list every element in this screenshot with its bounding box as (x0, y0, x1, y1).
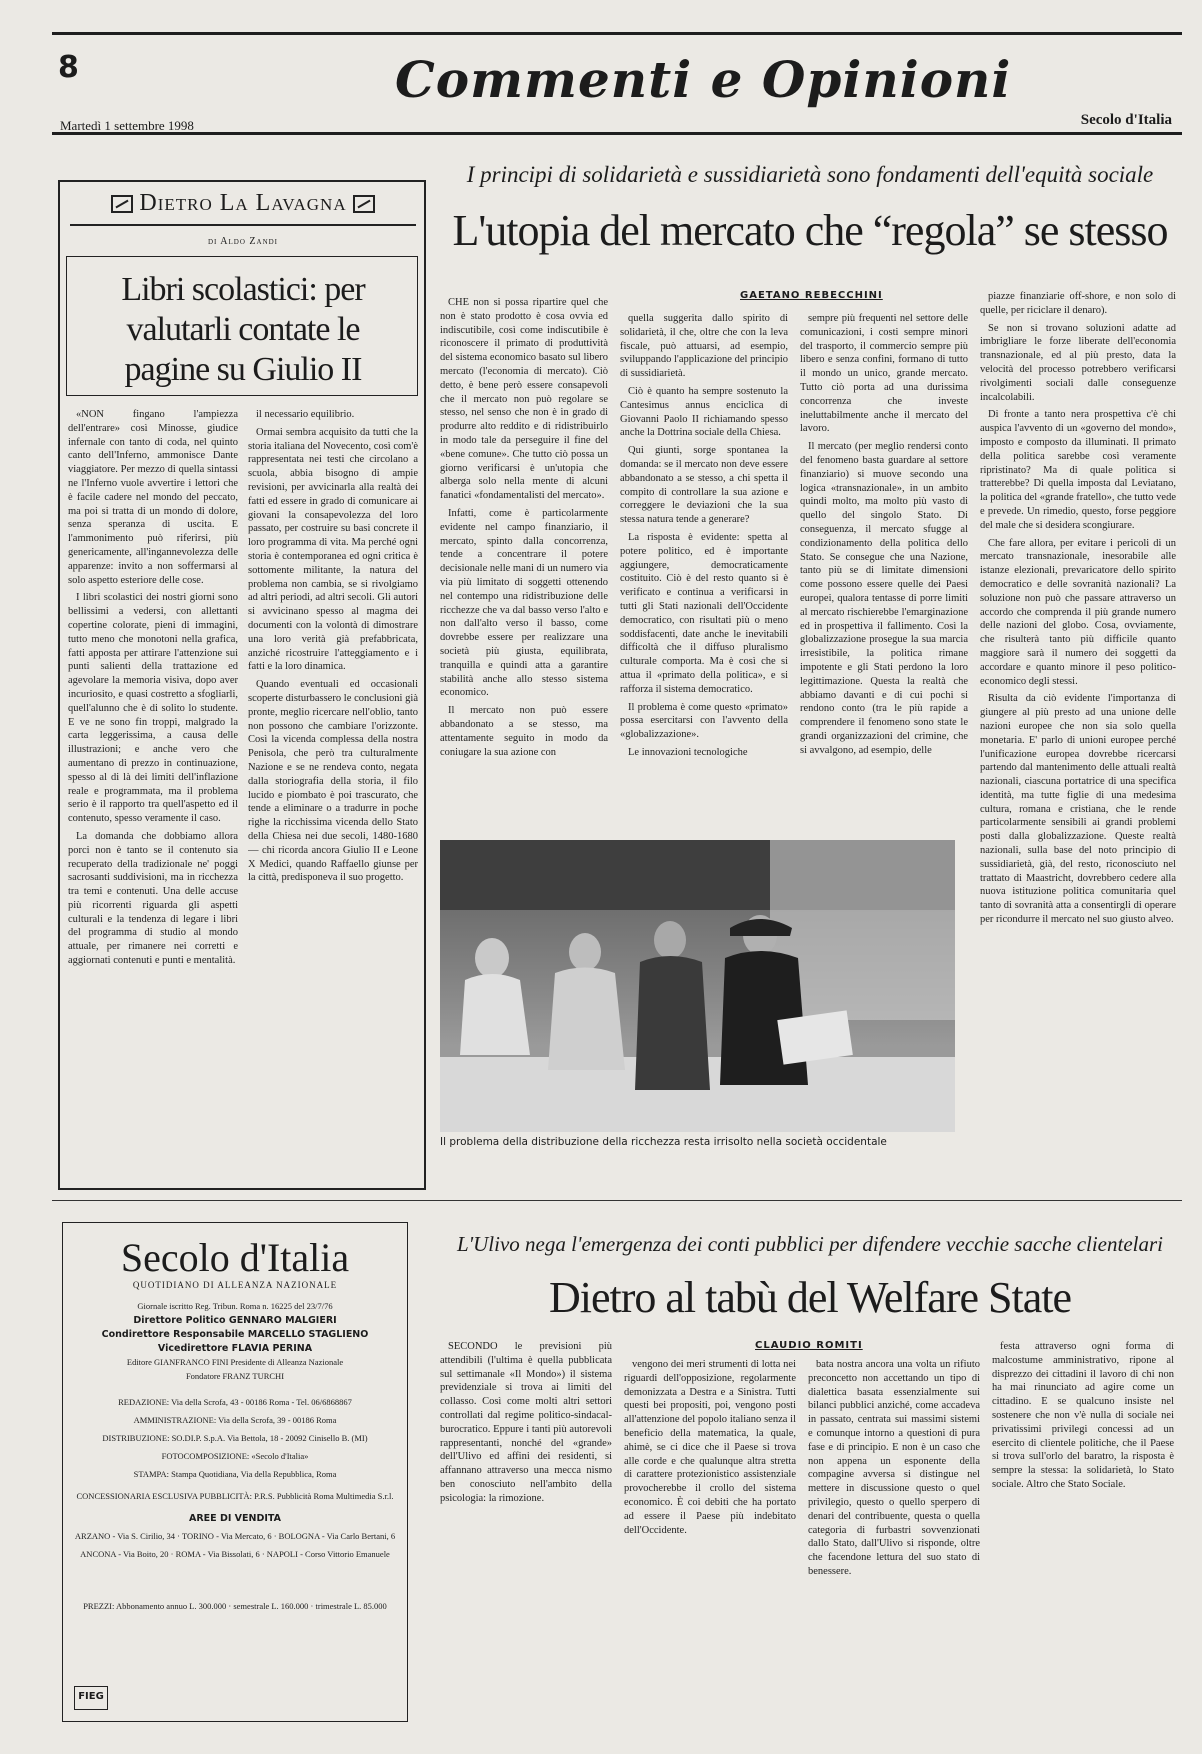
fieg-logo: FIEG (74, 1686, 108, 1710)
paragraph: I libri scolastici dei nostri giorni sono bellissimi a vedersi, con allettanti copertine colorate, pieni di immagini, tutto meno che monotoni nella grafica, fatti apposta per attirare l'attenzione sui punti salienti della trattazione ed agevolare la memoria visiva, dopo aver incuriosito, e quasi costretto a sfogliarli, quell'alunno che è di solito lo studente. E ve ne sono fin troppi, malgrado la carta leggerissima, a causa delle illustrazioni; e anche vero che aumentano di prezzo in continuazione, spesso al di là dei limiti dell'inflazione reale e programmata, ma il problema serio è il rapporto tra quell'aspetto ed il contenuto, spesso veramente il caso. (68, 592, 238, 825)
main-article-author: GAETANO REBECCHINI (740, 290, 883, 301)
paragraph: Quando eventuali ed occasionali scoperte disturbassero le conclusioni già pronte, meglio ricercare nell'oblio, tanto non possono che cambiare l'orizzonte. Così la vicenda complessa della nostra Penisola, che però tra culturalmente Nazione e se ne rendeva conto, negata dalla storiografia della storia, il filo lucido e piombato è poi trascurato, che tende a eliminare o a tradurre in poche righe la ricchissima vicenda dello Stato della Chiesa nei due secoli, 1480-1680 — chi ricorda ancora Giulio II e Leone X Medici, quando Raffaello giunse per la città, predisponeva il suo progetto. (248, 679, 418, 884)
paragraph: CHE non si possa ripartire quel che non è stato prodotto è cosa ovvia ed indiscutibile, così come indiscutibile è riconoscere il primato di produttività del sistema economico basato sul libero mercato (l'economia di mercato). Ciò detto, è bene però essere consapevoli che il mercato non può regolare se stesso, nel senso che non è in grado di produrre alto reddito e di ridistribuirlo in modo tale da perseguire il fine del «bene comune». Che tutto ciò possa un giorno verificarsi è un'utopia che alberga solo nella mente di alcuni fanatici «fondamentalisti del mercato». (440, 297, 608, 502)
masthead-line (62, 1328, 408, 1341)
masthead-line: Fondatore FRANZ TURCHI (185, 1371, 285, 1381)
paragraph: SECONDO le previsioni più attendibili (l'ultima è quella pubblicata sul settimanale «Il Mondo») il sistema previdenziale si trova ai limiti del collasso. Così come molti altri settori controllati dal regime politico-sindacal-burocratico. Eppure i tanti più autorevoli rappresentanti, nonché del «grande» dell'Ulivo ed affini dei residenti, si affannano attraverso una mecca nismo ben conosciuto nell'ambito della psicologia: la rimozione. (440, 1341, 612, 1504)
paragraph: Di fronte a tanto nera prospettiva c'è chi auspica l'avvento di un «governo del mondo», imposto e composto da illuminati. Il primato della politica sarebbe così veramente ripristinato? Ma di quale politica si tratterebbe? Di quella imposta dal Leviatano, la politica del «grande fratello», che tutto vede e prevede. Un rimedio, questo, forse peggiore del male che si desidera scongiurare. (980, 409, 1176, 531)
masthead-line: Giornale iscritto Reg. Tribun. Roma n. 16225 del 23/7/76 (137, 1301, 333, 1311)
masthead-detail: ARZANO - Via S. Cirilio, 34 · TORINO - Via Mercato, 6 · BOLOGNA - Via Carlo Bertani, 6 (74, 1531, 396, 1541)
page-number: 8 (58, 50, 79, 85)
blackboard-icon (353, 195, 375, 213)
main-article-headline: L'utopia del mercato che “regola” se stesso (452, 206, 1168, 255)
header-top-rule (52, 32, 1182, 35)
main-article-kicker: I principi di solidarietà e sussidiarietà sono fondamenti dell'equità sociale (466, 162, 1154, 187)
paragraph: Qui giunti, sorge spontanea la domanda: se il mercato non deve essere abbandonato a se stesso, a chi spetta il compito di controllare la sua azione e correggere le deviazioni che la sua stessa natura tende a generare? (620, 445, 788, 526)
header-bottom-rule (52, 132, 1182, 135)
masthead-detail: REDAZIONE: Via della Scrofa, 43 - 00186 Roma - Tel. 06/6868867 (118, 1397, 352, 1407)
blackboard-icon (111, 195, 133, 213)
masthead-detail (62, 1512, 408, 1525)
masthead-detail: FOTOCOMPOSIZIONE: «Secolo d'Italia» (161, 1451, 309, 1461)
bottom-article-kicker: L'Ulivo nega l'emergenza dei conti pubblici per difendere vecchie sacche clientelari (456, 1232, 1164, 1256)
paragraph: piazze finanziarie off-shore, e non solo di quelle, per riciclare il denaro). (980, 291, 1176, 316)
bottom-article-headline: Dietro al tabù del Welfare State (549, 1273, 1071, 1322)
paragraph: Che fare allora, per evitare i pericoli di un mercato transnazionale, inesorabile alle istanze elezionali, prevaricatore dello spirito democratico e delle sovranità nazionali? La soluzione non può che passare attraverso un accordo che comprenda il più grande numero delle nazioni del globo. Cosa, ovviamente, che risulterà tanto più difficile quanto maggiore sarà il numero dei soggetti da accordare e quanto minore il peso politico-economico degli stessi. (980, 537, 1176, 687)
section-title: Commenti e Opinioni (395, 50, 1012, 109)
photo-caption: Il problema della distribuzione della ricchezza resta irrisolto nella società occidentale (440, 1136, 887, 1148)
column-title: Libri scolastici: per valutarli contate le pagine su Giulio II (121, 271, 365, 388)
paragraph: Le innovazioni tecnologiche (628, 746, 748, 758)
bottom-article-col3 (808, 1358, 980, 1730)
bottom-article-author: CLAUDIO ROMITI (755, 1340, 863, 1351)
masthead-detail: AMMINISTRAZIONE: Via della Scrofa, 39 - 00186 Roma (133, 1415, 337, 1425)
paragraph: Infatti, come è particolarmente evidente nel campo finanziario, il mercato, spinto dalla concorrenza, tende a concentrare il potere decisionale nelle mani di un numero via via più limitato di soggetti ottenendo nel contempo una ridistribuzione delle ricchezze che va dal basso verso l'alto e non dall'alto verso il basso, come dovrebbe essere per realizzare una società più giusta, equilibrata, tranquilla e quindi atta a garantire stabilità anche allo stesso sistema economico. (440, 507, 608, 699)
main-article-col4 (980, 290, 1176, 1180)
main-article-col1 (440, 296, 608, 831)
divider (52, 1200, 1182, 1201)
paragraph: bata nostra ancora una volta un rifiuto preconcetto non accettando un tipo di dialettica basata essenzialmente sui bilanci pubblici anziché, come accadeva in passato, centrata sui massimi sistemi e comunque intorno a questioni di pura fase e di principio. E non è un caso che non appena un esponente della compagine avversa si distingue nel mettere in discussione questo o quel privilegio, questo o quello sperpero di denari del contribuente, questa o quella categoria di furbastri sovvenzionati dallo Stato, dall'Ulivo si risponde, oltre che facendone lettura del suo stato di benessere. (808, 1359, 980, 1577)
paragraph: Ciò è quanto ha sempre sostenuto la Cantesimus annus enciclica di Giovanni Paolo II richiamando spesso anche la Dottrina sociale della Chiesa. (620, 385, 788, 439)
main-article-col2 (620, 312, 788, 831)
paragraph: «NON fingano l'ampiezza dell'entrare» così Minosse, giudice infernale con tanto di coda, nel quinto canto dell'Inferno, ammonisce Dante viaggiatore. Per mezzo di quella sintassi ne l'Inferno vuole avvertire i lettori che è facile cadere nel mondo del peccato, ma poi si tratta di un mondo di dolore, senza speranza di uscita. E l'ammonimento può riferirsi, più genericamente, all'ingannevolezza delle apparenze: invito a non soffermarsi al solo aspetto esteriore delle cose. (68, 409, 238, 586)
paragraph: sempre più frequenti nel settore delle comunicazioni, i costi sempre minori del trasporto, il commercio sempre più libero e senza confini, formano di tutto il mondo un unico, grande mercato. Tutto ciò porta ad una durissima concorrenza che investe ineluttabilmente anche il mercato del lavoro. (800, 313, 968, 435)
masthead-detail: ANCONA - Via Boito, 20 · ROMA - Via Bissolati, 6 · NAPOLI - Corso Vittorio Emanuele (80, 1549, 390, 1559)
masthead-detail: PREZZI: Abbonamento annuo L. 300.000 · semestrale L. 160.000 · trimestrale L. 85.000 (83, 1601, 387, 1611)
masthead-detail: STAMPA: Stampa Quotidiana, Via della Repubblica, Roma (133, 1469, 337, 1479)
masthead-line: Editore GIANFRANCO FINI Presidente di Alleanza Nazionale (126, 1357, 344, 1367)
main-article-col3 (800, 312, 968, 831)
masthead-director: Direttore Politico GENNARO MALGIERI (133, 1315, 337, 1326)
masthead-vicedirector: Vicedirettore FLAVIA PERINA (157, 1343, 313, 1354)
masthead-subtitle: QUOTIDIANO DI ALLEANZA NAZIONALE (132, 1280, 338, 1290)
column-text-col2 (248, 408, 418, 1183)
masthead-detail: DISTRIBUZIONE: SO.DI.P. S.p.A. Via Bettola, 18 - 20092 Cinisello B. (MI) (102, 1433, 368, 1443)
paragraph: quella suggerita dallo spirito di solidarietà, il che, oltre che con la leva fiscale, può attuarsi, ad esempio, sviluppando l'applicazione del principio di sussidiarietà. (620, 313, 788, 380)
masthead-line (62, 1314, 408, 1327)
paragraph: Il mercato non può essere abbandonato a se stesso, ma attentamente seguito in modo da coniugare la sua azione con (440, 705, 608, 758)
paragraph: vengono dei meri strumenti di lotta nei riguardi dell'opposizione, regolarmente demonizzata a Destra e a Sinistra. Tutti questi bei propositi, poi, vengono posti all'attenzione del popolo italiano senza il beneficio della matematica, la quale, ahimè, se ci dice che il Paese si trova alle corde e che qualunque altra stretta di carattere protezionistico assistenziale provocherebbe il crollo del sistema economico. È coi debiti che ha portato ad essere il Paese più indebitato dell'Occidente. (624, 1359, 796, 1536)
masthead-detail: CONCESSIONARIA ESCLUSIVA PUBBLICITÀ: P.R.S. Pubblicità Roma Multimedia S.r.l. (76, 1491, 394, 1501)
column-author: di Aldo Zandi (207, 236, 279, 247)
bottom-article-col1 (440, 1340, 612, 1730)
newspaper-name: Secolo d'Italia (1080, 112, 1172, 128)
masthead-codirector: Condirettore Responsabile MARCELLO STAGLIENO (101, 1329, 369, 1340)
paragraph: il necessario equilibrio. (256, 409, 355, 420)
paragraph: Risulta da ciò evidente l'importanza di giungere al più presto ad una unione delle nazioni europee che non sia solo quella monetaria. E' parlo di unioni europee perché l'unificazione europea dovrebbe ricercarsi partendo dal mantenimento delle attuali realtà nazionali, ciascuna portatrice di una specifica identità, ma tutte figlie di una medesima cultura, romana e cristiana, che le rende particolarmente sensibili ai grandi problemi posti dalla globalizzazione. Queste realtà nazionali, sulla base del noto principio di sussidiarietà, già, del resto, riconosciuto nel trattato di Maastricht, dovrebbero cedere alla nuova istituzione politica comunitaria quel tanto di sovranità atta a consentirgli di operare per ricondurre il mercato nel suo giusto alveo. (980, 693, 1176, 926)
masthead-sales-areas: AREE DI VENDITA (189, 1513, 281, 1524)
column-rubric (70, 190, 416, 226)
column-text-col1 (68, 408, 238, 1183)
column-rubric-label: Dietro La Lavagna (139, 190, 347, 216)
paragraph: festa attraverso ogni forma di malcostume amministrativo, ripone al disprezzo dei cittadini il lavoro di chi non ha mai rinunciato ad agire come un cittadino. E se qualcuno insiste nel sostenere che non v'è nulla di sociale nei privatissimi privilegi concessi ad un esercito di clientele politiche, che il Paese si trova sull'orlo del baratro, la risposta è sempre la stessa: la solidarietà, lo Stato sociale. Altro che Stato Sociale. (992, 1341, 1174, 1490)
paragraph: Il problema è come questo «primato» possa esercitarsi con l'avvento della «globalizzazione». (620, 701, 788, 741)
issue-date: Martedì 1 settembre 1998 (60, 118, 194, 133)
article-photo (440, 840, 955, 1132)
paragraph: La risposta è evidente: spetta al potere politico, ed è importante aggiungere, democraticamente costituito. Ciò è del resto quanto si è verificato e continua a verificarsi in tutti gli Stati nazionali dell'Occidente democratico, con risultati più o meno soddisfacenti, date anche le inevitabili difficoltà che il diffuso pluralismo culturale comporta. Ma è così che si attua il «primato della politica», e si rafforza il sistema democratico. (620, 531, 788, 695)
bottom-article-col2 (624, 1358, 796, 1730)
bottom-article-col4 (992, 1340, 1174, 1730)
paragraph: Se non si trovano soluzioni adatte ad imbrigliare le forze liberate dell'economia transnazionale, ed al più presto, data la velocità del processo potrebbero verificarsi rivolgimenti sociali dalle conseguenze incalcolabili. (980, 322, 1176, 403)
paragraph: Il mercato (per meglio rendersi conto del fenomeno basta guardare al settore finanziario) si muove secondo una logica «transnazionale», in un ambito quindi molto, ma molto più vasto di quello del singolo Stato. Di conseguenza, il mercato sfugge al condizionamento della politica dello Stato. Se consegue che una Nazione, tanto più se di limitate dimensioni come possono essere quelle dei Paesi europei, qualora tentasse di porre limiti al mercato rischierebbe l'emarginazione ed in prospettiva il fallimento. Così la globalizzazione prosegue la sua marcia irresistibile, la politica rimane impotente e gli Stati perdono la loro legittimazione. Questa la realtà che abbiamo davanti e di cui pochi si rendono conto (tra le più rapide a comprendere il fenomeno sono state le grandi organizzazioni del crimine, che si avvalgono, ad esempio, delle (800, 441, 968, 756)
photo-men-sitting-on-steps (440, 840, 955, 1132)
paragraph: La domanda che dobbiamo allora porci non è tanto se il contenuto sia recuperato della tradizionale ne' poggi sacrosanti suddivisioni, ma in ricchezza tra temi e contenuti. Una delle accuse più ricorrenti riguarda gli aspetti culturali e la tendenza di legare i libri del programma di studio al mondo attuale, per rimanere nei corretti e aggiornati contenuti e punti e mentalità. (68, 830, 238, 967)
masthead-line (62, 1342, 408, 1355)
paragraph: Ormai sembra acquisito da tutti che la storia italiana del Novecento, così com'è rappresentata nei testi che circolano a scuola, abbia bisogno di ampie revisioni, per avvicinarla alla realtà dei fatti ed essere in grado di comunicare ai giovani la consapevolezza del loro passato, per costruire su basi concrete il loro programma di vita. Ma perché ogni storia è contemporanea ed ogni critica è sottomente militante, la natura del problema non cambia, se si rivolgiamo ad altri periodi, ad altri secoli. Gli autori si avvicinano spesso al magma dei documenti con la volontà di dimostrare una loro verità già prefabbricata, anziché ricostruire l'atteggiamento e i fatti e la loro dinamica. (248, 426, 418, 673)
masthead-title: Secolo d'Italia (120, 1235, 350, 1280)
